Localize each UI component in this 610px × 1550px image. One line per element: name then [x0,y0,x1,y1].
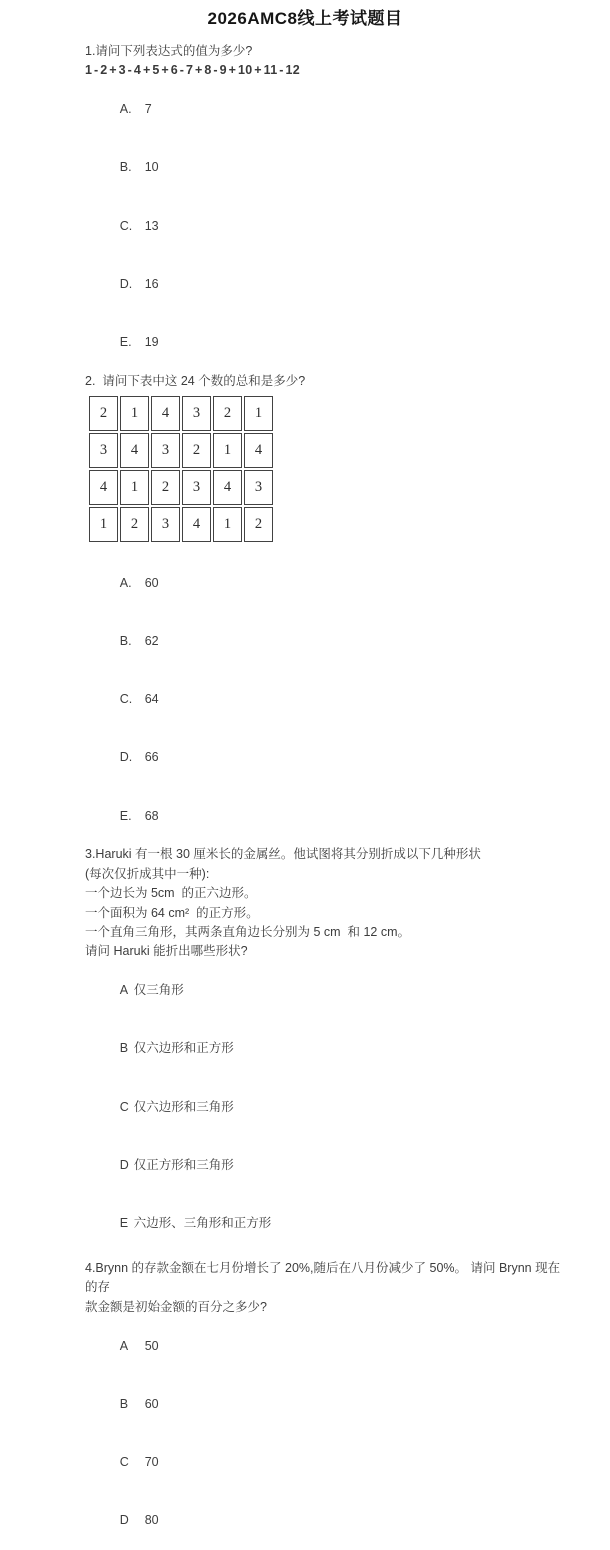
option-letter: E. [119,335,132,350]
option-row [85,314,571,372]
option-letter: A [119,1338,129,1353]
option-letter: D. [119,750,133,765]
option-value: 70 [144,1455,159,1469]
option-letter: C. [119,218,133,233]
question-3-line: (每次仅折成其中一种): [85,866,210,881]
table-cell: 2 [182,433,211,468]
option-value: 60 [144,575,159,590]
question-3-options [85,962,571,1253]
question-2 [85,372,571,846]
option-row [85,1434,571,1492]
option-row [85,1492,571,1550]
option-row [85,671,571,729]
option-row [85,139,571,197]
option-value: 仅三角形 [133,983,184,998]
option-value: 62 [144,633,159,648]
table-cell: 4 [244,433,273,468]
option-value: 80 [144,1513,159,1528]
option-value: 13 [144,218,159,233]
question-4-line: 4.Brynn 的存款金额在七月份增长了 20%,随后在八月份减少了 50%。 请问 Brynn 现在的存 [85,1260,561,1295]
option-letter: C [119,1099,129,1114]
option-row [85,81,571,139]
question-3-line: 3.Haruki 有一根 30 厘米长的金属丝。他试图将其分别折成以下几种形状 [85,847,481,862]
option-value: 仅正方形和三角形 [133,1157,234,1172]
option-row [85,197,571,255]
table-cell: 3 [244,470,273,505]
option-letter: E. [119,808,132,823]
option-value: 66 [144,750,159,765]
option-letter: D. [119,276,133,291]
table-cell: 1 [213,507,242,542]
question-1-options [85,81,571,372]
table-cell: 4 [151,396,180,431]
option-value: 仅六边形和三角形 [133,1099,234,1114]
option-value: 7 [144,102,152,117]
table-cell: 1 [120,396,149,431]
table-cell: 4 [182,507,211,542]
table-cell: 3 [151,433,180,468]
option-row [85,554,571,612]
question-4-options [85,1317,571,1550]
table-cell: 4 [89,470,118,505]
document-content [85,42,571,1550]
question-2-prompt: 2. 请问下表中这 24 个数的总和是多少? [85,373,306,388]
table-row [89,433,273,468]
option-letter: A. [119,102,132,117]
option-letter: E [119,1216,129,1231]
table-cell: 2 [151,470,180,505]
question-1-prompt: 1.请问下列表达式的值为多少? [85,44,253,58]
table-cell: 2 [244,507,273,542]
table-cell: 2 [120,507,149,542]
option-value: 六边形、三角形和正方形 [133,1216,272,1231]
option-letter: C [119,1455,129,1469]
table-cell: 3 [89,433,118,468]
table-cell: 1 [213,433,242,468]
table-cell: 1 [244,396,273,431]
option-letter: D [119,1513,129,1528]
option-row [85,729,571,787]
question-3-line: 请问 Haruki 能折出哪些形状? [85,944,248,959]
table-row [89,470,273,505]
option-letter: B. [119,160,132,175]
table-cell: 3 [182,396,211,431]
option-row [85,1317,571,1375]
option-value: 60 [144,1396,159,1411]
option-row [85,1375,571,1433]
option-letter: A. [119,575,132,590]
table-cell: 1 [120,470,149,505]
question-2-options [85,554,571,845]
table-row [89,507,273,542]
option-row [85,1137,571,1195]
numbers-table [87,394,275,544]
question-3-line: 一个面积为 64 cm² 的正方形。 [85,905,259,920]
table-cell: 3 [151,507,180,542]
document-title: 2026AMC8线上考试题目 [207,9,403,28]
option-row [85,1078,571,1136]
option-row [85,787,571,845]
option-value: 64 [144,692,159,707]
option-letter: D [119,1157,129,1172]
table-cell: 4 [120,433,149,468]
table-cell: 2 [213,396,242,431]
option-letter: C. [119,692,133,707]
question-3 [85,845,571,1253]
option-value: 19 [144,335,159,350]
option-row [85,962,571,1020]
option-value: 10 [144,160,159,175]
question-4 [85,1259,571,1550]
table-cell: 4 [213,470,242,505]
question-4-line: 款金额是初始金额的百分之多少? [85,1299,267,1314]
option-row [85,1195,571,1253]
question-3-line: 一个直角三角形，其两条直角边长分别为 5 cm 和 12 cm。 [85,925,411,940]
option-letter: A [119,983,129,998]
option-value: 50 [144,1338,159,1353]
option-letter: B [119,1041,129,1056]
option-row [85,613,571,671]
question-3-line: 一个边长为 5cm 的正六边形。 [85,886,257,901]
table-cell: 1 [89,507,118,542]
option-value: 68 [144,808,159,823]
option-value: 16 [144,276,159,291]
option-value: 仅六边形和正方形 [133,1041,234,1056]
table-row [89,396,273,431]
table-cell: 3 [182,470,211,505]
question-1-expression: 1 - 2 + 3 - 4 + 5 + 6 - 7 + 8 - 9 + 10 + 11 - 12 [85,63,301,78]
question-1 [85,42,571,372]
option-row [85,255,571,313]
option-row [85,1020,571,1078]
option-letter: B. [119,633,132,648]
option-letter: B [119,1396,129,1411]
table-cell: 2 [89,396,118,431]
